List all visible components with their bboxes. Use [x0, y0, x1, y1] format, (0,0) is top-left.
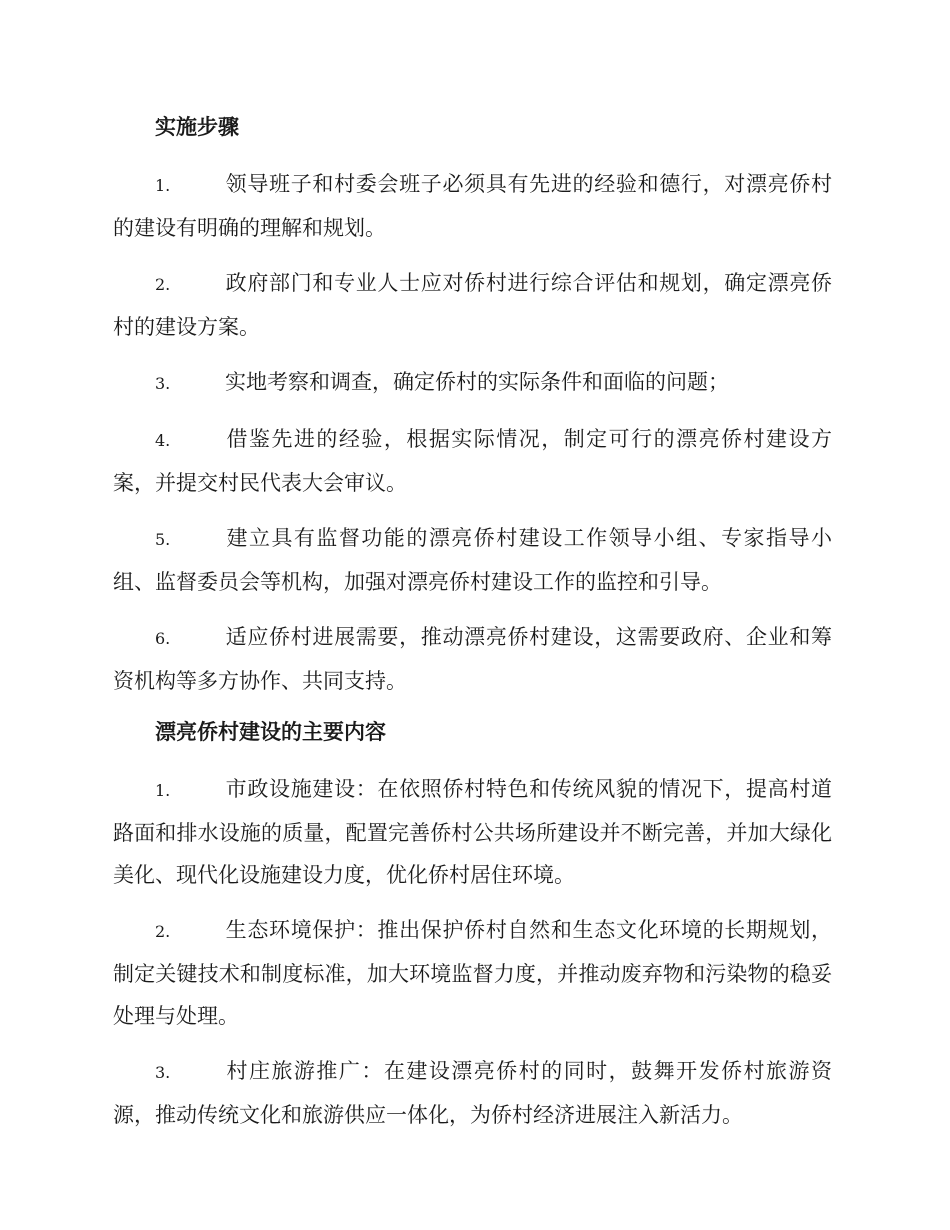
- list-item: [113, 361, 832, 405]
- item-text: 政府部门和专业人士应对侨村进行综合评估和规划，确定漂亮侨村的建设方案。: [113, 271, 832, 339]
- item-text: 村庄旅游推广：在建设漂亮侨村的同时，鼓舞开发侨村旅游资源，推动传统文化和旅游供应一体化，为侨村经济进展注入新活力。: [113, 1059, 832, 1127]
- item-number: 1.: [155, 176, 171, 195]
- list-item: [113, 1050, 832, 1136]
- item-number: 6.: [155, 629, 171, 648]
- item-text: 借鉴先进的经验，根据实际情况，制定可行的漂亮侨村建设方案，并提交村民代表大会审议。: [113, 427, 832, 495]
- item-text: 适应侨村进展需要，推动漂亮侨村建设，这需要政府、企业和筹资机构等多方协作、共同支持。: [113, 625, 832, 693]
- list-item: [113, 262, 832, 348]
- list-item: [113, 163, 832, 249]
- item-number: 3.: [155, 1063, 171, 1082]
- list-item: [113, 418, 832, 504]
- list-item: [113, 517, 832, 603]
- item-number: 5.: [155, 530, 171, 549]
- list-item: [113, 768, 832, 896]
- item-text: 建立具有监督功能的漂亮侨村建设工作领导小组、专家指导小组、监督委员会等机构，加强对漂亮侨村建设工作的监控和引导。: [113, 526, 832, 594]
- section-heading-implementation-steps: 实施步骤: [155, 115, 239, 139]
- item-text: 生态环境保护：推出保护侨村自然和生态文化环境的长期规划，制定关键技术和制度标准，加大环境监督力度，并推动废弃物和污染物的稳妥处理与处理。: [113, 918, 832, 1028]
- item-text: 实地考察和调查，确定侨村的实际条件和面临的问题；: [225, 370, 729, 394]
- item-number: 2.: [155, 922, 171, 941]
- item-text: 领导班子和村委会班子必须具有先进的经验和德行，对漂亮侨村的建设有明确的理解和规划。: [113, 172, 832, 240]
- section-heading-main-contents: 漂亮侨村建设的主要内容: [155, 720, 386, 744]
- list-item: [113, 616, 832, 702]
- item-number: 3.: [155, 374, 171, 393]
- list-item: [113, 909, 832, 1037]
- item-number: 1.: [155, 781, 171, 800]
- item-text: 市政设施建设：在依照侨村特色和传统风貌的情况下，提高村道路面和排水设施的质量，配置完善侨村公共场所建设并不断完善，并加大绿化美化、现代化设施建设力度，优化侨村居住环境。: [113, 777, 832, 887]
- item-number: 4.: [155, 431, 171, 450]
- item-number: 2.: [155, 275, 171, 294]
